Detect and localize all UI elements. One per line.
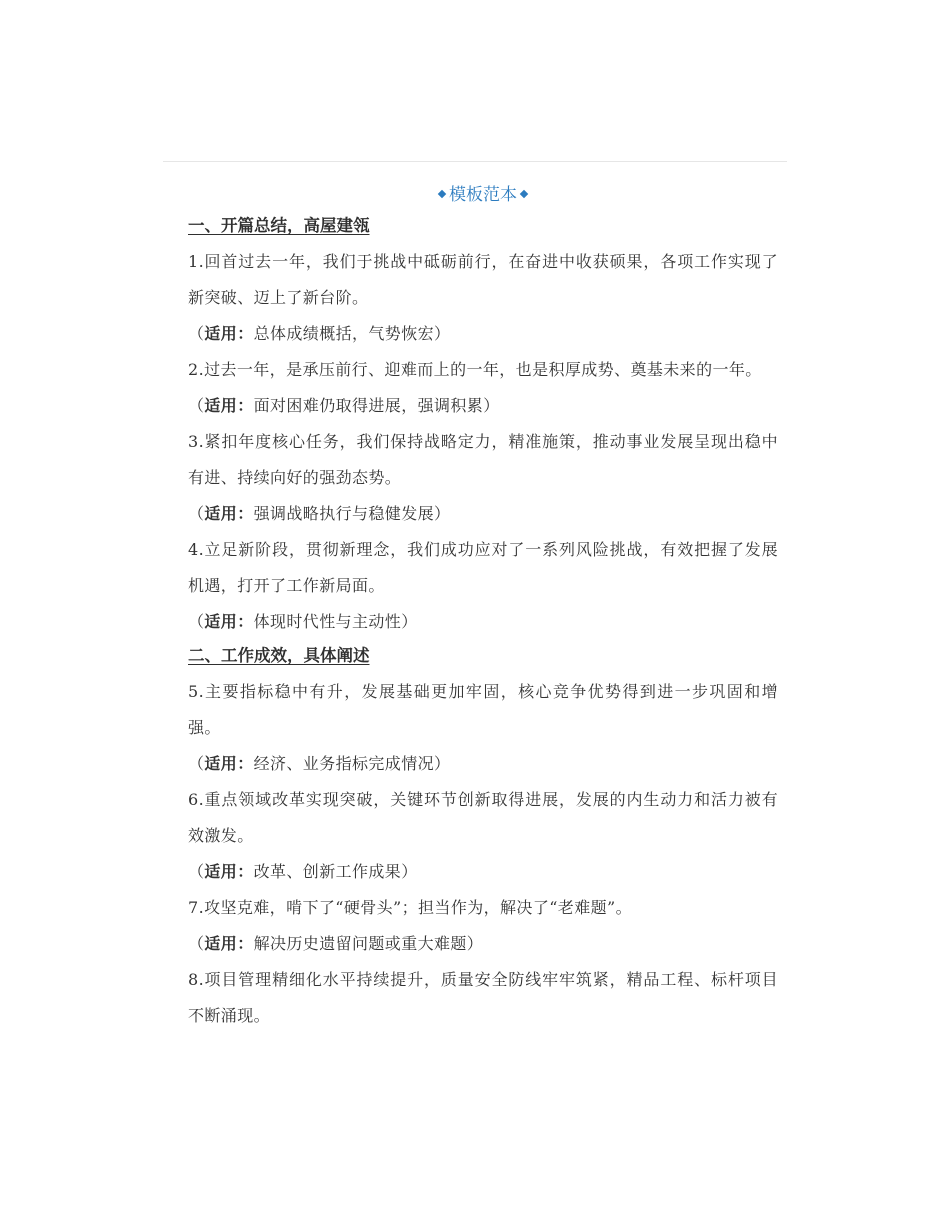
document-body bbox=[188, 180, 778, 1034]
note-text: 面对困难仍取得进展，强调积累） bbox=[253, 396, 500, 415]
note-label: 适用： bbox=[204, 754, 254, 773]
note-open: （ bbox=[188, 862, 205, 881]
top-divider bbox=[163, 161, 787, 162]
note-open: （ bbox=[188, 396, 205, 415]
applicable-note bbox=[188, 388, 778, 424]
paragraph: 6.重点领域改革实现突破，关键环节创新取得进展，发展的内生动力和活力被有效激发。 bbox=[188, 790, 778, 845]
note-label: 适用： bbox=[204, 504, 254, 523]
paragraph: 4.立足新阶段，贯彻新理念，我们成功应对了一系列风险挑战，有效把握了发展机遇，打开了工作新局面。 bbox=[188, 540, 778, 595]
paragraph: 3.紧扣年度核心任务，我们保持战略定力，精准施策，推动事业发展呈现出稳中有进、持续向好的强劲态势。 bbox=[188, 432, 778, 487]
note-text: 强调战略执行与稳健发展） bbox=[253, 504, 451, 523]
applicable-note bbox=[188, 746, 778, 782]
paragraph: 8.项目管理精细化水平持续提升，质量安全防线牢牢筑紧，精品工程、标杆项目不断涌现。 bbox=[188, 970, 778, 1025]
paragraph: 7.攻坚克难，啃下了“硬骨头”；担当作为，解决了“老难题”。 bbox=[188, 898, 632, 917]
note-label: 适用： bbox=[204, 396, 254, 415]
paragraph: 1.回首过去一年，我们于挑战中砥砺前行，在奋进中收获硕果，各项工作实现了新突破、迈上了新台阶。 bbox=[188, 252, 778, 307]
note-text: 经济、业务指标完成情况） bbox=[253, 754, 451, 773]
note-label: 适用： bbox=[204, 324, 254, 343]
note-open: （ bbox=[188, 934, 205, 953]
document-title-text: 模板范本 bbox=[449, 185, 517, 205]
applicable-note bbox=[188, 926, 778, 962]
applicable-note bbox=[188, 854, 778, 890]
note-text: 体现时代性与主动性） bbox=[253, 612, 418, 631]
note-text: 改革、创新工作成果） bbox=[253, 862, 418, 881]
paragraph: 2.过去一年，是承压前行、迎难而上的一年，也是积厚成势、奠基未来的一年。 bbox=[188, 360, 762, 379]
applicable-note bbox=[188, 316, 778, 352]
note-open: （ bbox=[188, 754, 205, 773]
diamond-left-icon bbox=[438, 190, 446, 198]
note-open: （ bbox=[188, 612, 205, 631]
diamond-right-icon bbox=[520, 190, 528, 198]
applicable-note bbox=[188, 604, 778, 640]
note-text: 解决历史遗留问题或重大难题） bbox=[253, 934, 484, 953]
section-heading: 一、开篇总结，高屋建瓴 bbox=[188, 216, 370, 235]
note-label: 适用： bbox=[204, 862, 254, 881]
note-label: 适用： bbox=[204, 612, 254, 631]
note-open: （ bbox=[188, 324, 205, 343]
document-title bbox=[188, 180, 778, 210]
note-open: （ bbox=[188, 504, 205, 523]
paragraph: 5.主要指标稳中有升，发展基础更加牢固，核心竞争优势得到进一步巩固和增强。 bbox=[188, 682, 778, 737]
section-heading: 二、工作成效，具体阐述 bbox=[188, 646, 370, 665]
note-label: 适用： bbox=[204, 934, 254, 953]
applicable-note bbox=[188, 496, 778, 532]
note-text: 总体成绩概括，气势恢宏） bbox=[253, 324, 451, 343]
